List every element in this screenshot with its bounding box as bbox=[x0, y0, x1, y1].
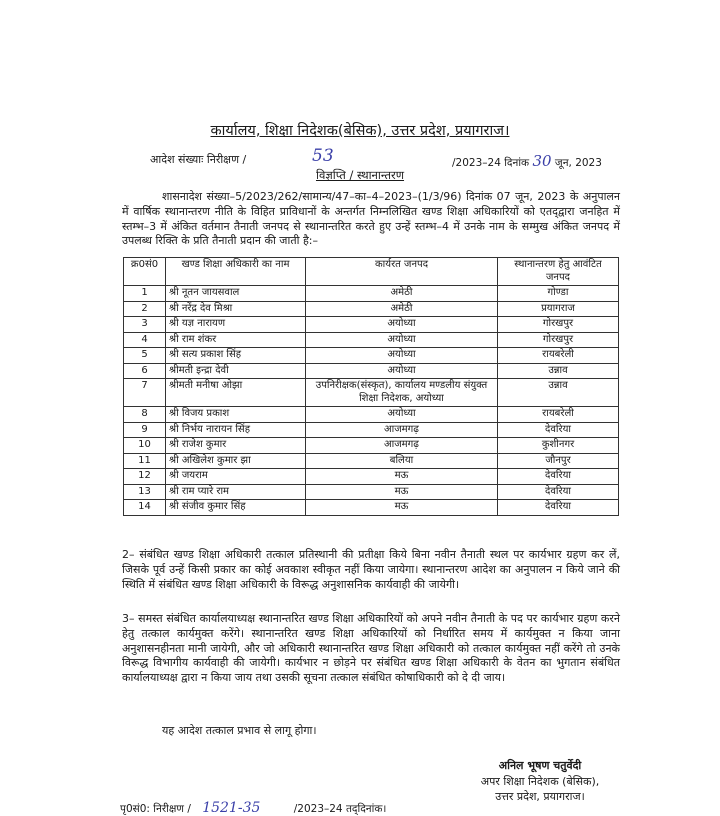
cell-current-district: अयोध्या bbox=[306, 407, 498, 423]
table-row bbox=[124, 301, 619, 317]
cell-officer-name: श्री सत्य प्रकाश सिंह bbox=[166, 348, 306, 364]
signatory-designation: अपर शिक्षा निदेशक (बेसिक), bbox=[480, 775, 600, 788]
document-title: कार्यालय, शिक्षा निदेशक(बेसिक), उत्तर प्रदेश, प्रयागराज। bbox=[210, 123, 510, 139]
cell-serial: 4 bbox=[124, 332, 166, 348]
order-year: /2023–24 दिनांक bbox=[452, 157, 530, 169]
header-serial: क्र0सं0 bbox=[124, 258, 166, 286]
table-row bbox=[124, 286, 619, 302]
table-row bbox=[124, 500, 619, 516]
cell-current-district: मऊ bbox=[306, 500, 498, 516]
cell-serial: 2 bbox=[124, 301, 166, 317]
cell-allotted-district: रायबरेली bbox=[498, 348, 619, 364]
transfer-table bbox=[123, 257, 619, 516]
cell-officer-name: श्री जयराम bbox=[166, 469, 306, 485]
cell-serial: 11 bbox=[124, 453, 166, 469]
cell-current-district: अमेठी bbox=[306, 301, 498, 317]
cell-officer-name: श्रीमती मनीषा ओझा bbox=[166, 379, 306, 407]
table-row bbox=[124, 363, 619, 379]
cell-serial: 14 bbox=[124, 500, 166, 516]
cell-officer-name: श्री यज्ञ नारायण bbox=[166, 317, 306, 333]
endorsement-year: /2023–24 तद्‌दिनांक। bbox=[293, 803, 387, 815]
endorsement-number-handwritten: 1521-35 bbox=[202, 800, 261, 816]
header-officer-name: खण्ड शिक्षा अधिकारी का नाम bbox=[166, 258, 306, 286]
order-month-year: जून, 2023 bbox=[554, 157, 602, 169]
endorsement-label: पृ0सं0: निरीक्षण / bbox=[120, 803, 191, 815]
cell-current-district: आजमगढ़ bbox=[306, 438, 498, 454]
cell-serial: 12 bbox=[124, 469, 166, 485]
table-row bbox=[124, 407, 619, 423]
cell-serial: 5 bbox=[124, 348, 166, 364]
cell-serial: 1 bbox=[124, 286, 166, 302]
cell-allotted-district: गोण्डा bbox=[498, 286, 619, 302]
cell-current-district: बलिया bbox=[306, 453, 498, 469]
cell-officer-name: श्री राम शंकर bbox=[166, 332, 306, 348]
table-row bbox=[124, 438, 619, 454]
table-row bbox=[124, 453, 619, 469]
paragraph-2: 2– संबंधित खण्ड शिक्षा अधिकारी तत्काल प्रतिस्थानी की प्रतीक्षा किये बिना नवीन तैनाती स्थल पर कार्यभार ग्रहण कर लें, जिसके पूर्व उन्हें किसी प्रकार का कोई अवकाश स्वीकृत नहीं किया जायेगा। स्थानान्तरण आदेश का अनुपालन न किये जाने की स्थिति में संबंधित खण्ड शिक्षा अधिकारी के विरूद्ध अनुशासनिक कार्यवाही की जायेगी। bbox=[122, 548, 620, 591]
header-allotted-district: स्थानान्तरण हेतु आवंटित जनपद bbox=[498, 258, 619, 286]
cell-allotted-district: उन्नाव bbox=[498, 379, 619, 407]
cell-officer-name: श्री राम प्यारे राम bbox=[166, 484, 306, 500]
cell-allotted-district: रायबरेली bbox=[498, 407, 619, 423]
cell-officer-name: श्रीमती इन्द्रा देवी bbox=[166, 363, 306, 379]
cell-serial: 8 bbox=[124, 407, 166, 423]
signatory-place: उत्तर प्रदेश, प्रयागराज। bbox=[495, 790, 585, 803]
cell-serial: 6 bbox=[124, 363, 166, 379]
table-row bbox=[124, 317, 619, 333]
cell-current-district: अयोध्या bbox=[306, 348, 498, 364]
endorsement-line bbox=[120, 800, 386, 816]
cell-officer-name: श्री संजीव कुमार सिंह bbox=[166, 500, 306, 516]
cell-current-district: आजमगढ़ bbox=[306, 422, 498, 438]
cell-serial: 7 bbox=[124, 379, 166, 407]
cell-allotted-district: गोरखपुर bbox=[498, 317, 619, 333]
cell-current-district: अयोध्या bbox=[306, 317, 498, 333]
order-number-label: आदेश संख्याः निरीक्षण / bbox=[150, 153, 247, 166]
cell-officer-name: श्री नूतन जायसवाल bbox=[166, 286, 306, 302]
table-row bbox=[124, 469, 619, 485]
cell-current-district: अयोध्या bbox=[306, 363, 498, 379]
intro-paragraph: शासनादेश संख्या–5/2023/262/सामान्य/47–का–4–2023–(1/3/96) दिनांक 07 जून, 2023 के अनुपालन में वार्षिक स्थानान्तरण नीति के विहित प्राविधानों के अन्तर्गत निम्नलिखित खण्ड शिक्षा अधिकारियों को एतद्‌द्वारा जनहित में स्तम्भ–3 में अंकित वर्तमान तैनाती जनपद से स्थानान्तरित करते हुए उन्हें स्तम्भ–4 में उनके नाम के सम्मुख अंकित जनपद में उपलब्ध रिक्ति के प्रति तैनाती प्रदान की जाती है:– bbox=[122, 190, 620, 248]
order-number-handwritten: 53 bbox=[312, 146, 334, 166]
cell-allotted-district: कुशीनगर bbox=[498, 438, 619, 454]
cell-officer-name: श्री अखिलेश कुमार झा bbox=[166, 453, 306, 469]
signatory-name: अनिल भूषण चतुर्वेदी bbox=[498, 759, 582, 772]
cell-serial: 3 bbox=[124, 317, 166, 333]
table-row bbox=[124, 348, 619, 364]
table-row bbox=[124, 484, 619, 500]
cell-officer-name: श्री विजय प्रकाश bbox=[166, 407, 306, 423]
cell-allotted-district: गोरखपुर bbox=[498, 332, 619, 348]
cell-serial: 9 bbox=[124, 422, 166, 438]
cell-current-district: अयोध्या bbox=[306, 332, 498, 348]
effect-statement: यह आदेश तत्काल प्रभाव से लागू होगा। bbox=[162, 724, 317, 737]
cell-current-district: मऊ bbox=[306, 469, 498, 485]
table-header-row bbox=[124, 258, 619, 286]
table-row bbox=[124, 332, 619, 348]
table-row bbox=[124, 379, 619, 407]
subject-heading: विज्ञप्ति / स्थानान्तरण bbox=[315, 168, 405, 182]
cell-officer-name: श्री निर्भय नारायन सिंह bbox=[166, 422, 306, 438]
cell-current-district: उपनिरीक्षक(संस्कृत), कार्यालय मण्डलीय संयुक्त शिक्षा निदेशक, अयोध्या bbox=[306, 379, 498, 407]
header-current-district: कार्यरत जनपद bbox=[306, 258, 498, 286]
cell-officer-name: श्री नरेंद्र देव मिश्रा bbox=[166, 301, 306, 317]
cell-current-district: अमेठी bbox=[306, 286, 498, 302]
table-row bbox=[124, 422, 619, 438]
cell-allotted-district: जौनपुर bbox=[498, 453, 619, 469]
cell-serial: 13 bbox=[124, 484, 166, 500]
cell-officer-name: श्री राजेश कुमार bbox=[166, 438, 306, 454]
cell-allotted-district: देवरिया bbox=[498, 484, 619, 500]
cell-serial: 10 bbox=[124, 438, 166, 454]
table-body bbox=[124, 286, 619, 516]
cell-allotted-district: देवरिया bbox=[498, 469, 619, 485]
cell-allotted-district: देवरिया bbox=[498, 500, 619, 516]
cell-allotted-district: प्रयागराज bbox=[498, 301, 619, 317]
order-day-handwritten: 30 bbox=[532, 152, 552, 170]
cell-allotted-district: देवरिया bbox=[498, 422, 619, 438]
cell-current-district: मऊ bbox=[306, 484, 498, 500]
paragraph-3: 3– समस्त संबंधित कार्यालयाध्यक्ष स्थानान्तरित खण्ड शिक्षा अधिकारियों को अपने नवीन तैनाती के पद पर कार्यभार ग्रहण करने हेतु तत्काल कार्यमुक्त करेंगे। स्थानान्तरित खण्ड शिक्षा अधिकारियों को निर्धारित समय में कार्यमुक्त न किया जाना अनुशासनहीनता मानी जायेगी, और जो अधिकारी स्थानान्तरित खण्ड शिक्षा अधिकारी को तत्काल कार्यमुक्त नहीं करेंगे तो उनके विरूद्ध विभागीय कार्यवाही की जायेगी। कार्यभार न छोड़ने पर संबंधित खण्ड शिक्षा अधिकारी के वेतन का भुगतान संबंधित कार्यालयाध्यक्ष द्वारा न किया जाय तथा उसकी सूचना तत्काल संबंधित कोषाधिकारी को दे दी जाय। bbox=[122, 612, 620, 685]
cell-allotted-district: उन्नाव bbox=[498, 363, 619, 379]
